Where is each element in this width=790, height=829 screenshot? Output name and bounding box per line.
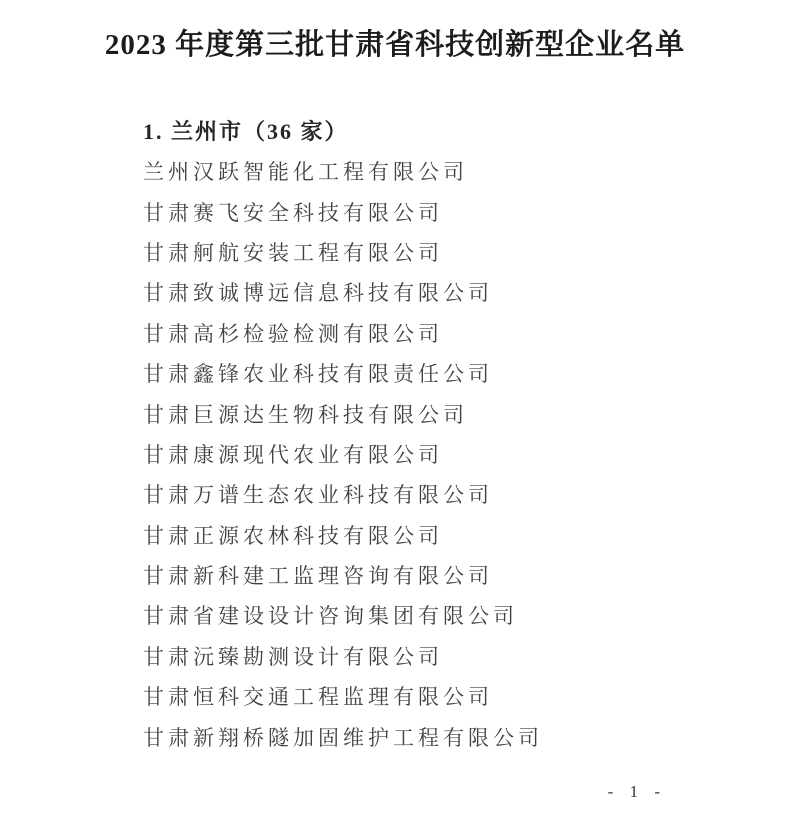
list-item: 甘肃鑫锋农业科技有限责任公司	[143, 362, 493, 387]
company-list	[143, 110, 730, 757]
section-heading: 1. 兰州市（36 家）	[143, 119, 349, 144]
list-item: 甘肃正源农林科技有限公司	[143, 523, 443, 548]
page-title: 2023 年度第三批甘肃省科技创新型企业名单	[104, 29, 686, 61]
list-item: 兰州汉跃智能化工程有限公司	[143, 160, 468, 185]
list-item: 甘肃康源现代农业有限公司	[143, 442, 443, 467]
list-item: 甘肃新科建工监理咨询有限公司	[143, 564, 493, 589]
list-item: 甘肃万谱生态农业科技有限公司	[143, 483, 493, 508]
list-item: 甘肃巨源达生物科技有限公司	[143, 402, 468, 427]
list-item: 甘肃致诚博远信息科技有限公司	[143, 281, 493, 306]
list-item: 甘肃舸航安装工程有限公司	[143, 240, 443, 265]
list-item: 甘肃高杉检验检测有限公司	[143, 321, 443, 346]
page-number: - 1 -	[607, 782, 666, 801]
list-item: 甘肃沅臻勘测设计有限公司	[143, 644, 443, 669]
list-item: 甘肃省建设设计咨询集团有限公司	[143, 604, 518, 629]
list-item: 甘肃赛飞安全科技有限公司	[143, 200, 443, 225]
list-item: 甘肃新翔桥隧加固维护工程有限公司	[143, 725, 543, 750]
list-item: 甘肃恒科交通工程监理有限公司	[143, 685, 493, 710]
